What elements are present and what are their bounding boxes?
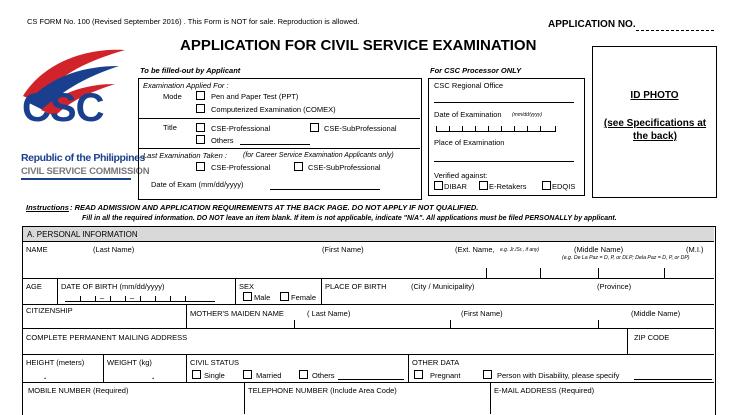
date-tick [527, 126, 528, 131]
section-title: A. PERSONAL INFORMATION [27, 230, 138, 239]
logo-republic: Republic of the Philippines [21, 152, 145, 164]
middle-name-label: (Middle Name) [574, 245, 624, 254]
name-tick [598, 268, 599, 278]
row-line [23, 304, 714, 305]
pob-city-label: (City / Municipality) [411, 282, 475, 291]
instructions-label: Instructions [26, 203, 69, 212]
place-of-exam-label: Place of Examination [434, 138, 505, 147]
pwd-label: Person with Disability, please specify [497, 371, 620, 380]
instructions-line2: Fill in all the required information. DO NOT leave an item blank. If item is not applicable, indicate "N/A". All applications must be filed PERSONALLY by applicant. [82, 215, 617, 222]
last-csepro-label: CSE-Professional [211, 163, 271, 172]
civil-others-field[interactable] [338, 379, 404, 380]
last-csesub-checkbox[interactable] [294, 162, 303, 171]
edqis-label: EDQIS [552, 182, 576, 191]
row-line [23, 328, 714, 329]
dob-tick [140, 296, 141, 301]
eretakers-label: E-Retakers [489, 182, 527, 191]
row-line [23, 382, 714, 383]
date-tick [475, 126, 476, 131]
pwd-checkbox[interactable] [483, 370, 492, 379]
weight-label: WEIGHT (kg) [107, 358, 152, 367]
ext-name-hint: e.g. Jr./Sr., if any) [500, 247, 540, 253]
dob-field[interactable] [65, 301, 215, 302]
civil-others-label: Others [312, 371, 335, 380]
pregnant-checkbox[interactable] [414, 370, 423, 379]
col-line [321, 278, 322, 304]
zip-label: ZIP CODE [634, 333, 670, 342]
regional-office-label: CSC Regional Office [434, 81, 504, 90]
dob-separator: – [100, 293, 105, 302]
sex-female-label: Female [291, 293, 317, 302]
page-title: APPLICATION FOR CIVIL SERVICE EXAMINATION [180, 37, 537, 54]
application-no-label: APPLICATION NO. [548, 19, 636, 30]
date-tick [449, 126, 450, 131]
civil-single-label: Single [204, 371, 225, 380]
sex-male-label: Male [254, 293, 271, 302]
dibar-label: DIBAR [444, 182, 467, 191]
col-line [490, 382, 491, 414]
col-line [408, 354, 409, 382]
date-tick [514, 126, 515, 131]
name-tick [486, 268, 487, 278]
maiden-name-label: MOTHER'S MAIDEN NAME [190, 309, 284, 318]
citizenship-label: CITIZENSHIP [26, 306, 73, 315]
civil-married-checkbox[interactable] [243, 370, 252, 379]
title-others-label: Others [211, 136, 234, 145]
age-label: AGE [26, 282, 42, 291]
col-line [244, 382, 245, 414]
height-label: HEIGHT (meters) [26, 358, 85, 367]
applicant-heading: To be filled-out by Applicant [140, 66, 241, 75]
dibar-checkbox[interactable] [434, 181, 443, 190]
regional-office-field[interactable] [434, 102, 574, 103]
place-of-exam-field[interactable] [434, 161, 574, 162]
mode-comex-label: Computerized Examination (COMEX) [211, 105, 336, 114]
first-name-label: (First Name) [322, 245, 364, 254]
dob-separator: – [130, 293, 135, 302]
sex-male-checkbox[interactable] [243, 292, 252, 301]
col-line [186, 354, 187, 382]
maiden-tick [598, 320, 599, 328]
date-of-exam-field[interactable] [270, 189, 380, 190]
civil-single-checkbox[interactable] [192, 370, 201, 379]
dob-tick [110, 296, 111, 301]
title-csepro-checkbox[interactable] [196, 123, 205, 132]
last-exam-note: (for Career Service Examination Applicants only) [243, 152, 394, 159]
date-tick [501, 126, 502, 131]
mode-comex-checkbox[interactable] [196, 104, 205, 113]
pob-province-label: (Province) [597, 282, 632, 291]
middle-name-hint: (e.g. De La Paz = D, P, or DLP; Dela Paz = D, P, or DP) [562, 255, 690, 261]
col-line [186, 304, 187, 328]
title-csesub-label: CSE-SubProfessional [324, 124, 397, 133]
title-others-checkbox[interactable] [196, 135, 205, 144]
instructions-line1: : READ ADMISSION AND APPLICATION REQUIREMENTS AT THE BACK PAGE. DO NOT APPLY IF NOT QUALIFIED. [70, 203, 479, 212]
date-tick [488, 126, 489, 131]
sex-label: SEX [239, 282, 255, 291]
civil-status-label: CIVIL STATUS [190, 358, 240, 367]
mi-label: (M.I.) [686, 245, 704, 254]
id-photo-note: (see Specifications at the back) [603, 118, 707, 142]
col-line [627, 328, 628, 354]
pregnant-label: Pregnant [430, 371, 461, 380]
date-of-examination-label: Date of Examination [434, 110, 502, 119]
email-label: E-MAIL ADDRESS (Required) [494, 386, 595, 395]
verified-against-label: Verified against: [434, 171, 488, 180]
date-of-exam-label: Date of Exam (mm/dd/yyyy) [151, 180, 244, 189]
last-exam-label: Last Examination Taken : [143, 151, 227, 160]
application-no-field[interactable] [636, 30, 714, 31]
mode-ppt-label: Pen and Paper Test (PPT) [211, 92, 299, 101]
dob-tick [170, 296, 171, 301]
weight-decimal: . [152, 372, 155, 381]
eretakers-checkbox[interactable] [479, 181, 488, 190]
ext-name-label: (Ext. Name, [455, 245, 495, 254]
address-label: COMPLETE PERMANENT MAILING ADDRESS [26, 333, 188, 342]
dob-tick [95, 296, 96, 301]
form-note: CS FORM No. 100 (Revised September 2016) . This Form is NOT for sale. Reproduction is allowed. [27, 17, 360, 26]
logo-letters: CSC [22, 86, 104, 130]
divider [139, 118, 420, 119]
row-line [23, 354, 714, 355]
dob-tick [80, 296, 81, 301]
pwd-field[interactable] [634, 379, 712, 380]
last-csepro-checkbox[interactable] [196, 162, 205, 171]
edqis-checkbox[interactable] [542, 181, 551, 190]
sex-female-checkbox[interactable] [280, 292, 289, 301]
name-label: NAME [26, 245, 48, 254]
mode-label: Mode [163, 92, 182, 101]
mobile-label: MOBILE NUMBER (Required) [28, 386, 129, 395]
dob-tick [155, 296, 156, 301]
title-csesub-checkbox[interactable] [310, 123, 319, 132]
maiden-middle-label: (Middle Name) [631, 309, 681, 318]
dob-tick [185, 296, 186, 301]
logo-commission: CIVIL SERVICE COMMISSION [21, 166, 150, 177]
dob-tick [125, 296, 126, 301]
civil-married-label: Married [256, 371, 282, 380]
row-line [23, 278, 714, 279]
id-photo-title: ID PHOTO [630, 90, 679, 101]
date-tick [555, 126, 556, 131]
col-line [103, 354, 104, 382]
exam-applied-label: Examination Applied For : [143, 81, 229, 90]
dob-label: DATE OF BIRTH (mm/dd/yyyy) [61, 282, 165, 291]
title-csepro-label: CSE-Professional [211, 124, 271, 133]
date-tick [540, 126, 541, 131]
divider [139, 148, 420, 149]
mode-ppt-checkbox[interactable] [196, 91, 205, 100]
pob-label: PLACE OF BIRTH [325, 282, 387, 291]
processor-date-field[interactable] [436, 131, 556, 132]
date-tick [462, 126, 463, 131]
logo-underline [21, 178, 131, 180]
maiden-tick [294, 320, 295, 328]
telephone-label: TELEPHONE NUMBER (Include Area Code) [248, 386, 397, 395]
date-hint: (mm/dd/yyyy) [512, 112, 542, 118]
last-csesub-label: CSE-SubProfessional [308, 163, 381, 172]
title-label: Title [163, 123, 177, 132]
height-decimal: . [44, 372, 47, 381]
col-line [235, 278, 236, 304]
name-tick [540, 268, 541, 278]
processor-heading: For CSC Processor ONLY [430, 66, 522, 75]
maiden-tick [450, 320, 451, 328]
date-tick [436, 126, 437, 131]
other-data-label: OTHER DATA [412, 358, 460, 367]
col-line [57, 278, 58, 304]
title-others-field[interactable] [240, 144, 310, 145]
name-tick [664, 268, 665, 278]
maiden-last-label: ( Last Name) [307, 309, 351, 318]
last-name-label: (Last Name) [93, 245, 135, 254]
maiden-first-label: (First Name) [461, 309, 503, 318]
civil-others-checkbox[interactable] [299, 370, 308, 379]
